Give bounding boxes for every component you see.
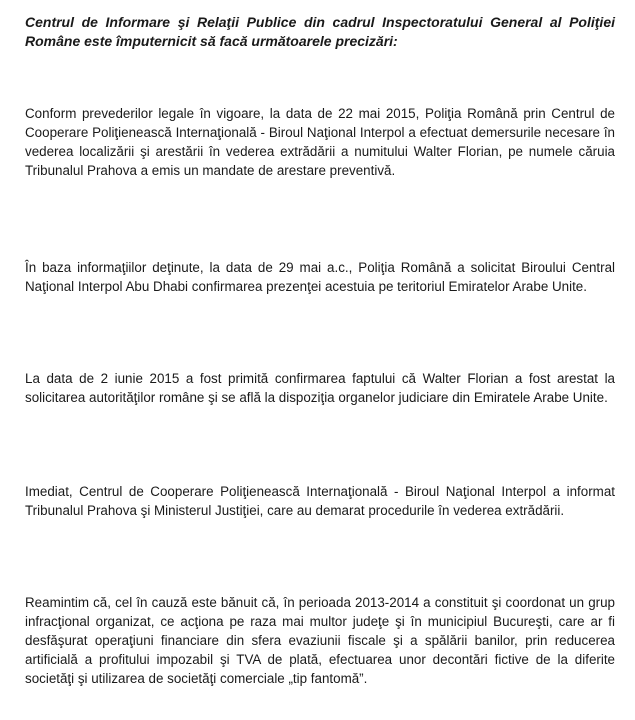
- document-heading: Centrul de Informare şi Relaţii Publice din cadrul Inspectoratului General al Poliţiei Române este împuternicit să facă următoarele precizări:: [25, 14, 615, 49]
- paragraph-2: În baza informaţiilor deţinute, la data de 29 mai a.c., Poliţia Română a solicitat Biroului Central Naţional Interpol Abu Dhabi confirmarea prezenţei acestuia pe teritoriul Emiratelor Arabe Unite.: [25, 260, 615, 294]
- paragraph-3: La data de 2 iunie 2015 a fost primită confirmarea faptului că Walter Florian a fost arestat la solicitarea autorităţilor române şi se află la dispoziţia organelor judiciare din Emiratele Arabe Unite.: [25, 371, 615, 405]
- paragraph-4: Imediat, Centrul de Cooperare Poliţienească Internaţională - Biroul Naţional Interpol a informat Tribunalul Prahova şi Ministerul Justiţiei, care au demarat procedurile în vederea extrădării.: [25, 484, 615, 518]
- paragraph-5: Reamintim că, cel în cauză este bănuit că, în perioada 2013-2014 a constituit şi coordonat un grup infracţional organizat, ce acţiona pe raza mai multor judeţe şi în municipiul Bucureşti, care ar fi desfăşurat operaţiuni financiare din sfera evaziunii fiscale şi a spălării banilor, prin reducerea artificială a profitului impozabil şi TVA de plată, efectuarea unor decontări fictive de la diferite societăţi şi utilizarea de societăţi comerciale „tip fantomă”.: [25, 595, 615, 686]
- paragraph-1: Conform prevederilor legale în vigoare, la data de 22 mai 2015, Poliţia Română prin Centrul de Cooperare Poliţienească Internaţională - Biroul Naţional Interpol a efectuat demersurile necesare în vederea localizării şi arestării în vederea extrădării a numitului Walter Florian, pe numele căruia Tribunalul Prahova a emis un mandate de arestare preventivă.: [25, 106, 615, 178]
- press-release: [25, 13, 615, 686]
